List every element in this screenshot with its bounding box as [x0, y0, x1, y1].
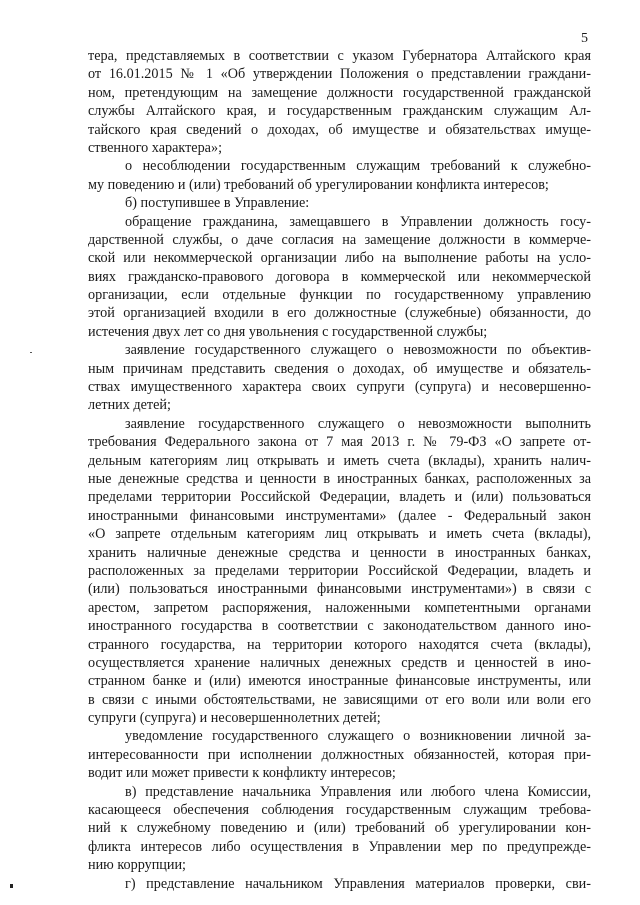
- text-line: супруги (супруга) и несовершеннолетних детей;: [88, 710, 381, 727]
- text-line: истечения двух лет со дня увольнения с государственной службы;: [88, 323, 488, 340]
- document-body: [88, 47, 591, 893]
- text-line: обращение гражданина, замещавшего в Управлении должность госу-: [125, 213, 591, 230]
- text-line: в) представление начальника Управления или любого члена Комиссии,: [125, 783, 591, 800]
- text-line: ном, претендующим на замещение должности государственной гражданской: [88, 84, 591, 101]
- scan-artifact: [10, 884, 13, 888]
- text-line: службы Алтайского края, и государственным гражданским служащим Ал-: [88, 103, 591, 120]
- text-line: странном банке и (или) имеются иностранные финансовые инструменты, или: [88, 673, 591, 690]
- text-line: странного государства, на территории которого находятся счета (вклады),: [88, 636, 591, 653]
- text-line: ний к служебному поведению и (или) требований об урегулировании кон-: [88, 820, 591, 837]
- text-line: от 16.01.2015 № 1 «Об утверждении Положения о представлении граждани-: [88, 66, 591, 83]
- text-line: ные денежные средства и ценности в иностранных банках, расположенных за: [88, 470, 591, 487]
- text-line: дарственной службы, о даче согласия на замещение должности в коммерче-: [88, 231, 591, 248]
- text-line: му поведению и (или) требований об урегулировании конфликта интересов;: [88, 176, 549, 193]
- text-line: этой организацией входили в его должностные (служебные) обязанности, до: [88, 305, 591, 322]
- text-line: касающееся обеспечения соблюдения государственным служащим требова-: [88, 802, 591, 819]
- text-line: «О запрете отдельным категориям лиц открывать и иметь счета (вклады),: [88, 526, 591, 543]
- text-line: б) поступившее в Управление:: [125, 195, 310, 212]
- text-line: тайского края сведений о доходах, об имуществе и обязательствах имуще-: [88, 121, 591, 138]
- text-line: иностранного государства в соответствии с законодательством данного ино-: [88, 618, 591, 635]
- text-line: г) представление начальником Управления материалов проверки, сви-: [125, 875, 591, 892]
- text-line: летних детей;: [88, 397, 171, 414]
- text-line: арестом, запретом распоряжения, наложенными компетентными органами: [88, 599, 591, 616]
- text-line: о несоблюдении государственным служащим требований к служебно-: [125, 158, 591, 175]
- text-line: расположенных за пределами территории Российской Федерации, владеть и: [88, 562, 591, 579]
- scan-artifact: [30, 352, 32, 353]
- text-line: интересованности при исполнении должностных обязанностей, которая при-: [88, 746, 591, 763]
- text-line: ным причинам представить сведения о доходах, об имуществе и обязатель-: [88, 360, 591, 377]
- text-line: заявление государственного служащего о невозможности выполнить: [125, 415, 591, 432]
- text-line: фликта интересов либо осуществления в Управлении мер по предупрежде-: [88, 838, 591, 855]
- text-line: ской или некоммерческой организации либо на выполнение работы на усло-: [88, 250, 591, 267]
- text-line: ственного характера»;: [88, 139, 223, 156]
- text-line: дельным категориям лиц открывать и иметь счета (вклады), хранить налич-: [88, 452, 591, 469]
- text-line: пределами территории Российской Федерации, владеть и (или) пользоваться: [88, 489, 591, 506]
- text-line: иностранными финансовыми инструментами» (далее - Федеральный закон: [88, 507, 591, 524]
- text-line: (или) пользоваться иностранными финансовыми инструментами») в связи с: [88, 581, 591, 598]
- text-line: в связи с иными обстоятельствами, не зависящими от его воли или воли его: [88, 691, 591, 708]
- text-line: организации, если отдельные функции по государственному управлению: [88, 287, 591, 304]
- text-line: виях гражданско-правового договора в коммерческой или некоммерческой: [88, 268, 591, 285]
- text-line: требования Федерального закона от 7 мая 2013 г. № 79-ФЗ «О запрете от-: [88, 434, 591, 451]
- text-line: заявление государственного служащего о невозможности по объектив-: [125, 342, 591, 359]
- text-line: тера, представляемых в соответствии с указом Губернатора Алтайского края: [88, 48, 591, 64]
- text-line: водит или может привести к конфликту интересов;: [88, 765, 396, 782]
- text-line: уведомление государственного служащего о возникновении личной за-: [125, 728, 591, 745]
- text-line: хранить наличные денежные средства и ценности в иностранных банках,: [88, 544, 591, 561]
- text-line: нию коррупции;: [88, 857, 187, 874]
- text-line: ствах имущественного характера своих супруги (супруга) и несовершенно-: [88, 379, 591, 396]
- page-number: 5: [581, 31, 588, 46]
- text-line: осуществляется хранение наличных денежных средств и ценностей в ино-: [88, 654, 591, 671]
